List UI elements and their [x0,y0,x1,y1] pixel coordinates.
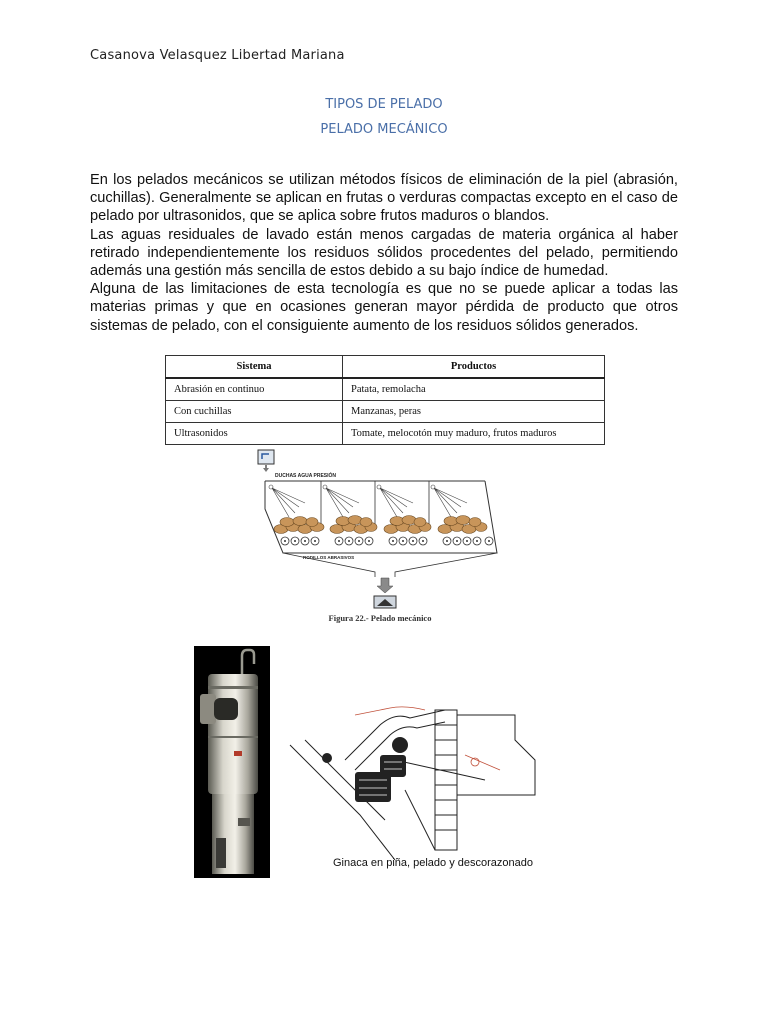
spray-nozzles [269,485,467,517]
table-cell: Abrasión en continuo [166,378,343,401]
paragraph-2: Las aguas residuales de lavado están menos cargadas de materia orgánica al haber retirado independientemente los residuos sólidos procedentes del pelado, permitiendo además una gestión más sencilla de estos debido a su bajo índice de humedad. [90,226,678,280]
table-cell: Con cuchillas [166,401,343,423]
figure-caption: Figura 22.- Pelado mecánico [328,613,432,623]
paragraph-3: Alguna de las limitaciones de esta tecnología es que no se puede aplicar a todas las materias primas y que en ocasiones generan mayor pérdida de producto que otros sistemas de pelado, con el consiguiente aumento de los residuos sólidos generados. [90,281,678,334]
page-subtitle: PELADO MECÁNICO [320,122,448,137]
label-water-showers: DUCHAS AGUA PRESIÓN [275,473,337,479]
down-arrow-icon [377,578,393,593]
table-cell: Manzanas, peras [343,401,605,423]
table-row [166,378,605,401]
mechanical-peeling-diagram [255,447,505,632]
author-name: Casanova Velasquez Libertad Mariana [90,48,345,63]
paragraph-1: En los pelados mecánicos se utilizan métodos físicos de eliminación de la piel (abrasión, cuchillas). Generalmente se aplican en frutas o verduras compactas excepto en el caso de pelado por ultrasonidos, que se aplica sobre frutos maduros o blandos. [90,172,678,225]
peeling-systems-table [165,355,605,445]
table-cell: Ultrasonidos [166,423,343,445]
body-text [90,171,678,335]
table-header-productos: Productos [343,356,605,379]
water-inlet-icon [258,450,274,472]
table-cell: Tomate, melocotón muy maduro, frutos maduros [343,423,605,445]
table-header-row [166,356,605,379]
peeling-machine-photo [194,646,270,878]
table-cell: Patata, remolacha [343,378,605,401]
abrasive-rollers [281,537,493,545]
table-row [166,423,605,445]
ginaca-caption: Ginaca en piña, pelado y descorazonado [333,857,533,869]
table-header-sistema: Sistema [166,356,343,379]
table-row [166,401,605,423]
page-title: TIPOS DE PELADO [325,97,443,112]
ginaca-machine-drawing [285,700,553,860]
label-abrasive-rollers: RODILLOS ABRASIVOS [303,555,355,560]
potatoes [274,516,487,534]
